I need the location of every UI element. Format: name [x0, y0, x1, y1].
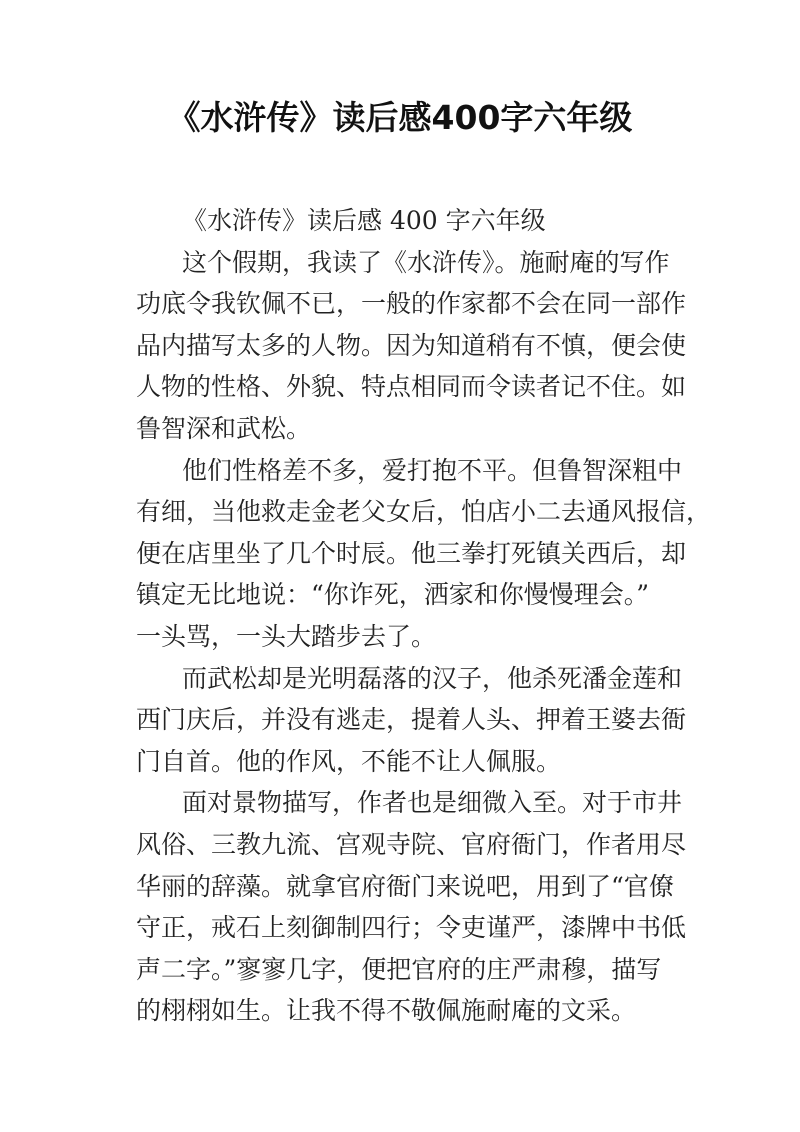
paragraph-line: 而武松却是光明磊落的汉子，他杀死潘金莲和 [182, 663, 683, 693]
paragraph-line: 的栩栩如生。让我不得不敬佩施耐庵的文采。 [136, 996, 637, 1026]
paragraph [136, 658, 696, 783]
paragraph [136, 782, 696, 1032]
paragraph-line: 有细，当他救走金老父女后，怕店小二去通风报信， [136, 497, 712, 527]
paragraph-line: 一头骂，一头大踏步去了。 [136, 621, 437, 651]
paragraph-line: 他们性格差不多，爱打抱不平。但鲁智深粗中 [182, 455, 683, 485]
paragraph-line: 人物的性格、外貌、特点相同而令读者记不住。如 [136, 372, 687, 402]
paragraph [136, 450, 712, 658]
document-body [136, 200, 712, 1032]
document-title: 《水浒传》读后感400字六年级 [167, 98, 633, 137]
paragraph-line: 守正，戒石上刻御制四行；令吏谨严，漆牌中书低 [136, 913, 687, 943]
paragraph-line: 镇定无比地说：“你诈死，洒家和你慢慢理会。” [136, 580, 650, 610]
paragraph-line: 声二字。”寥寥几字，便把官府的庄严肃穆，描写 [136, 954, 662, 984]
paragraph-line: 功底令我钦佩不已，一般的作家都不会在同一部作 [136, 289, 687, 319]
paragraph-line: 门自首。他的作风，不能不让人佩服。 [136, 746, 562, 776]
paragraph-line: 便在店里坐了几个时辰。他三拳打死镇关西后，却 [136, 538, 687, 568]
paragraph-line: 西门庆后，并没有逃走，提着人头、押着王婆去衙 [136, 705, 687, 735]
paragraph-line: 品内描写太多的人物。因为知道稍有不慎，便会使 [136, 330, 687, 360]
paragraph-line: 鲁智深和武松。 [136, 413, 312, 443]
paragraph-line: 华丽的辞藻。就拿官府衙门来说吧，用到了“官僚 [136, 871, 674, 901]
subtitle-line: 《水浒传》读后感 400 字六年级 [182, 206, 546, 235]
paragraph [136, 242, 696, 450]
paragraph-line: 风俗、三教九流、宫观寺院、官府衙门，作者用尽 [136, 829, 687, 859]
paragraph-line: 这个假期，我读了《水浒传》。施耐庵的写作 [182, 247, 670, 277]
paragraph-line: 面对景物描写，作者也是细微入至。对于市井 [182, 788, 683, 818]
